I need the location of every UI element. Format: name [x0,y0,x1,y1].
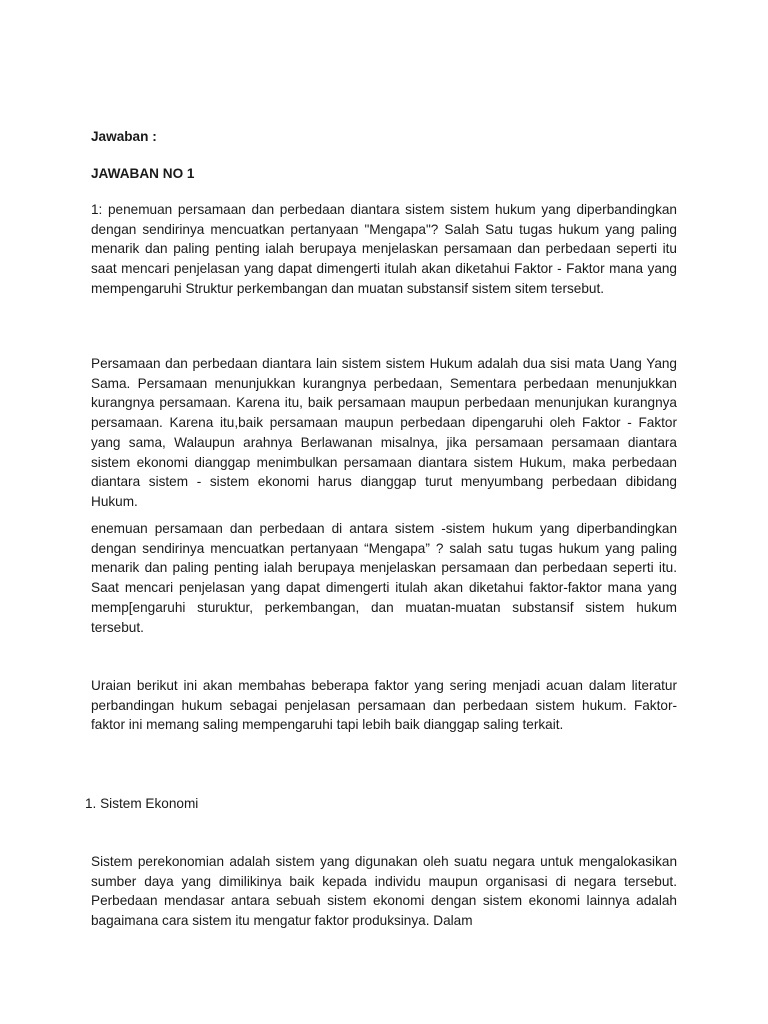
paragraph-1: 1: penemuan persamaan dan perbedaan diantara sistem sistem hukum yang diperbandingkan dengan sendirinya mencuatkan pertanyaan "Mengapa"? Salah Satu tugas hukum yang paling menarik dan paling penting ialah berupaya menjelaskan persamaan dan perbedaan seperti itu saat mencari penjelasan yang dapat dimengerti itulah akan diketahui Faktor - Faktor mana yang mempengaruhi Struktur perkembangan dan muatan substansif sistem sitem tersebut. [91,202,677,296]
list-item-sistem-ekonomi: 1. Sistem Ekonomi [85,796,199,811]
paragraph-5: Sistem perekonomian adalah sistem yang digunakan oleh suatu negara untuk mengalokasikan sumber daya yang dimilikinya baik kepada individu maupun organisasi di negara tersebut. Perbedaan mendasar antara sebuah sistem ekonomi dengan sistem ekonomi lainnya adalah bagaimana cara sistem itu mengatur faktor produksinya. Dalam [91,854,677,929]
paragraph-4: Uraian berikut ini akan membahas beberapa faktor yang sering menjadi acuan dalam literatur perbandingan hukum sebagai penjelasan persamaan dan perbedaan sistem hukum. Faktor-faktor ini memang saling mempengaruhi tapi lebih baik dianggap saling terkait. [91,678,677,733]
answer-label: Jawaban : [91,129,157,144]
paragraph-2: Persamaan dan perbedaan diantara lain sistem sistem Hukum adalah dua sisi mata Uang Yang Sama. Persamaan menunjukkan kurangnya perbedaan, Sementara perbedaan menunjukkan kurangnya persamaan. Karena itu, baik persamaan maupun perbedaan menunjukan kurangnya persamaan. Karena itu,baik persamaan maupun perbedaan dipengaruhi oleh Faktor - Faktor yang sama, Walaupun arahnya Berlawanan misalnya, jika persamaan persamaan diantara sistem ekonomi dianggap menimbulkan persamaan diantara sistem Hukum, maka perbedaan diantara sistem - sistem ekonomi harus dianggap turut menyumbang perbedaan dibidang Hukum. [91,356,677,509]
answer-number-heading: JAWABAN NO 1 [91,166,195,181]
paragraph-3: enemuan persamaan dan perbedaan di antara sistem -sistem hukum yang diperbandingkan dengan sendirinya mencuatkan pertanyaan “Mengapa” ? salah satu tugas hukum yang paling menarik dan paling penting ialah berupaya menjelaskan persamaan dan perbedaan seperti itu. Saat mencari penjelasan yang dapat dimengerti itulah akan diketahui faktor-faktor mana yang memp[engaruhi sturuktur, perkembangan, dan muatan-muatan substansif sistem hukum tersebut. [91,521,677,635]
